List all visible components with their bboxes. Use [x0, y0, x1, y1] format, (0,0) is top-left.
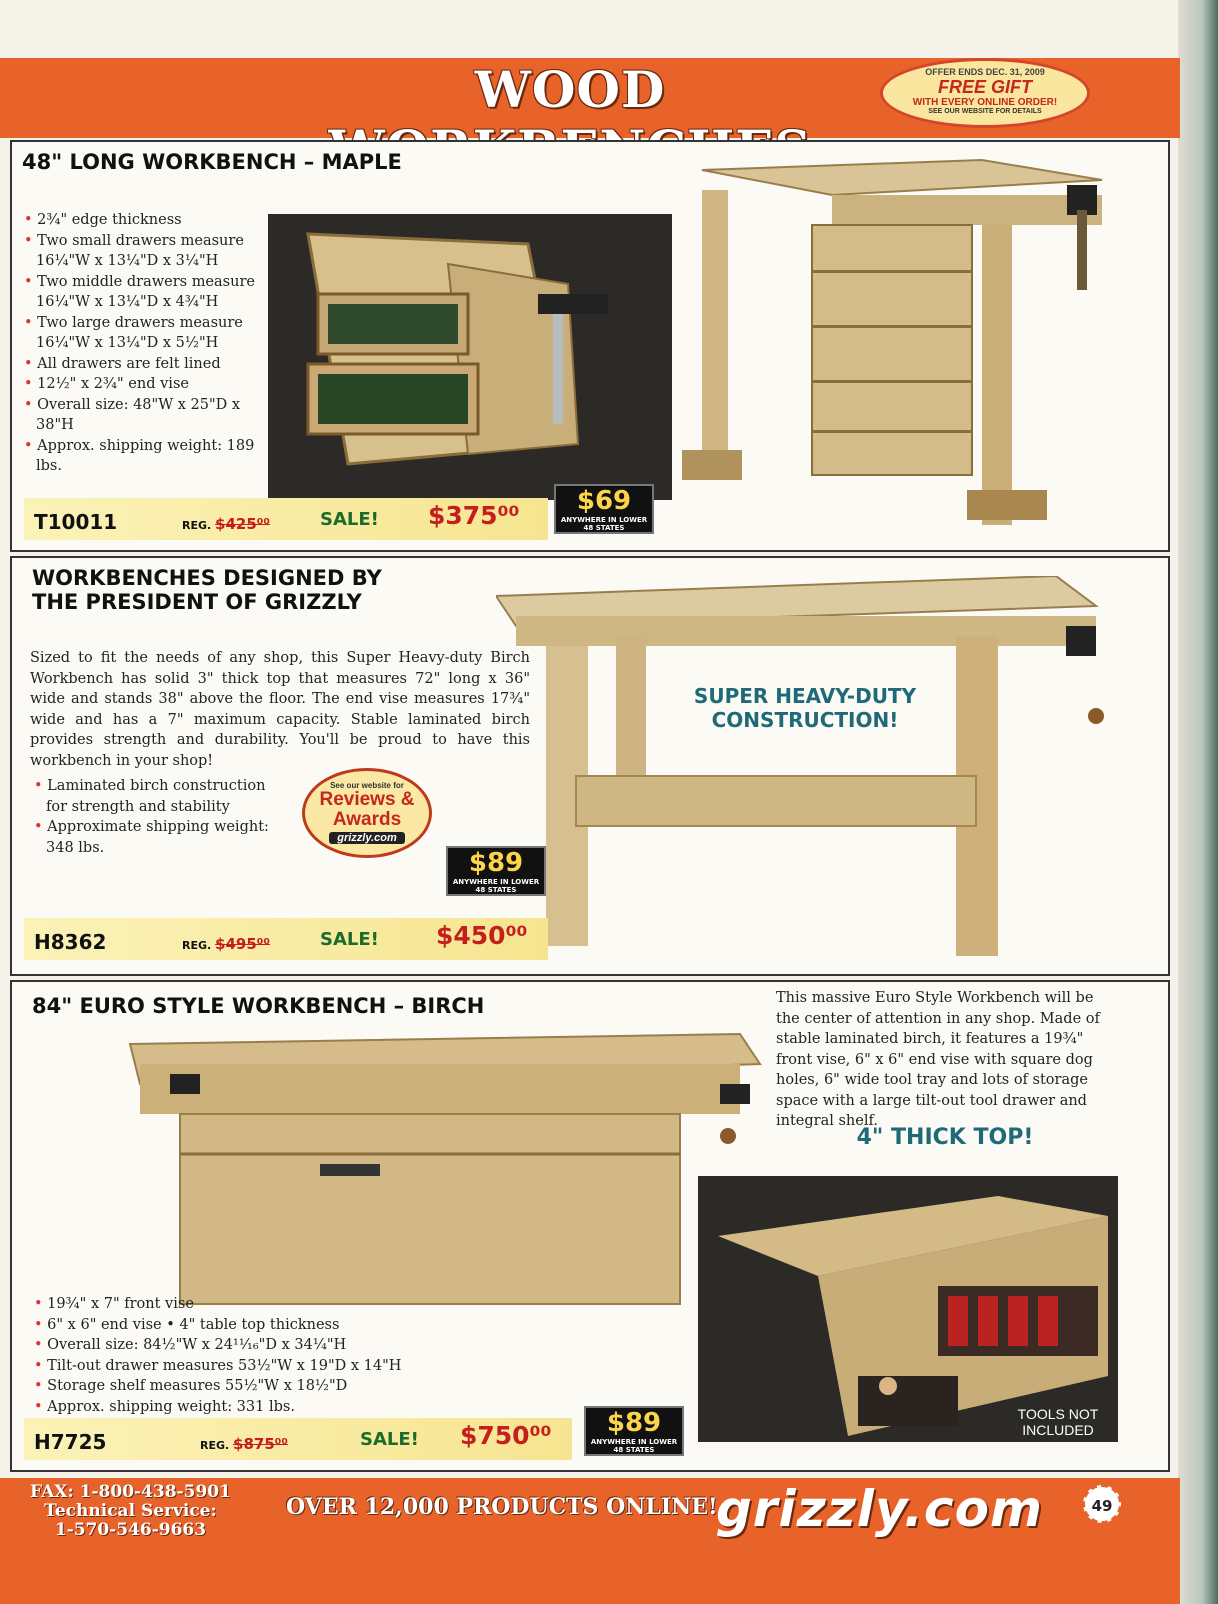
- offer-end-text: OFFER ENDS DEC. 31, 2009: [925, 67, 1045, 77]
- tools-not-included-note: TOOLS NOT INCLUDED: [1017, 1406, 1099, 1438]
- spec-item: • Approx. shipping weight: 331 lbs.: [34, 1397, 454, 1418]
- spec-item: • 6" x 6" end vise • 4" table top thickness: [34, 1315, 454, 1336]
- maple-workbench-photo: [682, 150, 1112, 530]
- euro-workbench-illustration: [120, 1024, 770, 1320]
- reg-label: REG.: [182, 519, 212, 532]
- fax-number: FAX: 1-800-438-5901: [30, 1482, 231, 1502]
- product-2-reg: [182, 935, 270, 953]
- shipping-where: ANYWHERE IN LOWER 48 STATES: [452, 878, 540, 894]
- tech-service-label: Technical Service:: [44, 1501, 217, 1521]
- product-3-specs: [34, 1294, 454, 1417]
- product-2-pricebar: [24, 918, 548, 960]
- grizzly-logo[interactable]: grizzly.com: [716, 1480, 1044, 1538]
- product-3-pricebar: [24, 1418, 572, 1460]
- page-title: WOOD: [474, 60, 666, 119]
- product-2-description: Sized to fit the needs of any shop, this Super Heavy-duty Birch Workbench has solid 3" thick top that measures 72" long x 36" wide and stands 38" above the floor. The end vise measures 17¾" wide and has a 7" maximum capacity. Stable laminated birch provides strength and durability. You'll be proud to have this workbench in your shop!: [30, 650, 530, 769]
- product-2-title: WORKBENCHES DESIGNED BY THE PRESIDENT OF GRIZZLY: [32, 566, 382, 614]
- spec-item: • Overall size: 84½"W x 24¹¹⁄₁₆"D x 34¼"H: [34, 1335, 454, 1356]
- footer-slogan: OVER 12,000 PRODUCTS ONLINE!: [286, 1494, 718, 1520]
- tech-service-phone: 1-570-546-9663: [54, 1520, 207, 1540]
- spec-item: • 2¾" edge thickness: [24, 210, 262, 231]
- spec-item: • Two small drawers measure 16¼"W x 13¼"D x 3¼"H: [24, 231, 262, 272]
- shipping-where: ANYWHERE IN LOWER 48 STATES: [590, 1438, 678, 1454]
- birch-workbench-illustration: [496, 576, 1124, 964]
- page-gutter: [1178, 0, 1218, 1604]
- birch-workbench-photo: [496, 576, 1124, 964]
- sale-price: $375⁰⁰: [428, 501, 520, 530]
- euro-workbench-photo: [120, 1024, 770, 1320]
- spec-item: • Two large drawers measure 16¼"W x 13¼"D x 5½"H: [24, 313, 262, 354]
- sale-price: $750⁰⁰: [460, 1421, 552, 1450]
- spec-item: • Approximate shipping weight: 348 lbs.: [34, 817, 274, 858]
- spec-item: • Two middle drawers measure 16¼"W x 13¼"D x 4¾"H: [24, 272, 262, 313]
- shipping-badge: [554, 484, 654, 534]
- page-number: 49: [1083, 1485, 1121, 1523]
- tool-drawer-illustration: [698, 1176, 1118, 1442]
- contact-info: [30, 1483, 231, 1540]
- see-website-text: SEE OUR WEBSITE FOR DETAILS: [928, 108, 1042, 115]
- product-1-reg: [182, 515, 270, 533]
- sale-label: SALE!: [320, 929, 379, 950]
- shipping-badge: [584, 1406, 684, 1456]
- product-3-sku: H7725: [34, 1430, 107, 1454]
- product-1-specs: [24, 210, 262, 477]
- product-3-description: This massive Euro Style Workbench will be the center of attention in any shop. Made of stable laminated birch, it features a 19¾" front vise, 6" x 6" end vise with square dog holes, 6" wide tool tray and lots of storage space with a large tilt-out tool drawer and integral shelf.: [776, 990, 1100, 1129]
- sale-price: $450⁰⁰: [436, 921, 528, 950]
- sale-label: SALE!: [320, 509, 379, 530]
- reg-label: REG.: [182, 939, 212, 952]
- sale-label: SALE!: [360, 1429, 419, 1450]
- shipping-where: ANYWHERE IN LOWER 48 STATES: [560, 516, 648, 532]
- product-1-sku: T10011: [34, 510, 118, 534]
- spec-item: • 12½" x 2¾" end vise: [24, 374, 262, 395]
- shipping-amount: $69: [576, 486, 632, 516]
- free-gift-badge: [880, 58, 1090, 128]
- product-1-title: 48" LONG WORKBENCH – MAPLE: [22, 150, 402, 174]
- tool-drawer-photo: [698, 1176, 1118, 1442]
- regular-price: $875⁰⁰: [233, 1435, 288, 1453]
- product-3-reg: [200, 1435, 288, 1453]
- reviews-site-text: grizzly.com: [329, 832, 405, 844]
- spec-item: • Tilt-out drawer measures 53½"W x 19"D x 14"H: [34, 1356, 454, 1377]
- spec-item: • Storage shelf measures 55½"W x 18½"D: [34, 1376, 454, 1397]
- free-gift-text: FREE GIFT: [938, 77, 1032, 97]
- maple-drawer-closeup-photo: [268, 214, 672, 500]
- product-1-pricebar: [24, 498, 548, 540]
- reviews-awards-badge[interactable]: [302, 768, 432, 858]
- regular-price: $425⁰⁰: [215, 515, 270, 533]
- reg-label: REG.: [200, 1439, 230, 1452]
- spec-item: • Overall size: 48"W x 25"D x 38"H: [24, 395, 262, 436]
- shipping-amount: $89: [468, 848, 524, 878]
- drawer-illustration: [268, 214, 672, 500]
- maple-workbench-illustration: [682, 150, 1112, 530]
- product-2-specs: [34, 776, 274, 858]
- spec-item: • 19¾" x 7" front vise: [34, 1294, 454, 1315]
- shipping-amount: $89: [606, 1408, 662, 1438]
- reviews-big-text: Reviews & Awards: [319, 789, 415, 830]
- heavy-duty-callout: SUPER HEAVY-DUTY CONSTRUCTION!: [693, 684, 917, 732]
- product-3-title: 84" EURO STYLE WORKBENCH – BIRCH: [32, 994, 485, 1018]
- spec-item: • Approx. shipping weight: 189 lbs.: [24, 436, 262, 477]
- spec-item: • Laminated birch construction for strength and stability: [34, 776, 274, 817]
- reviews-small-text: See our website for: [330, 781, 404, 790]
- thick-top-callout: 4" THICK TOP!: [856, 1125, 1034, 1150]
- product-2-sku: H8362: [34, 930, 107, 954]
- regular-price: $495⁰⁰: [215, 935, 270, 953]
- spec-item: • All drawers are felt lined: [24, 354, 262, 375]
- every-order-text: WITH EVERY ONLINE ORDER!: [912, 97, 1058, 108]
